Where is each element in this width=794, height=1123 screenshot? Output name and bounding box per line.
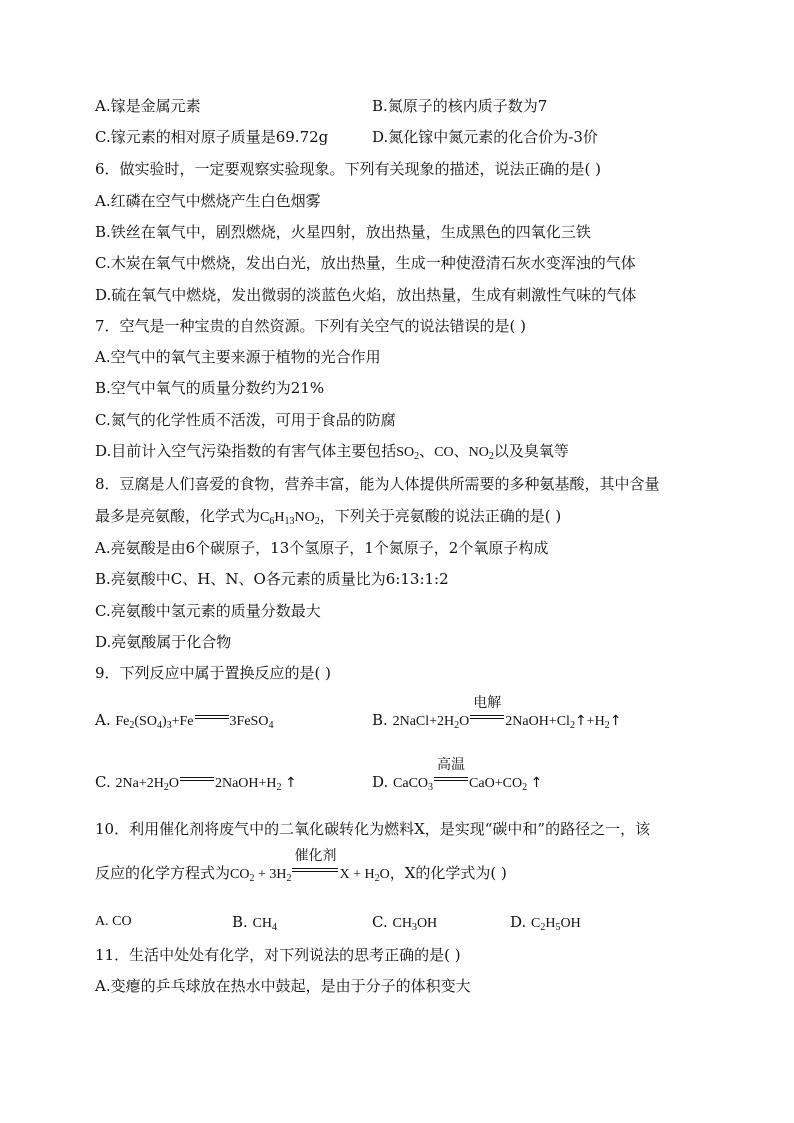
q9-option-b: B. $2NaCl+2H_2O$ 电解 $2NaOH+Cl_2↑+H_2↑$ — [372, 695, 622, 731]
q8-stem-line2: 最多是亮氨酸，化学式为$C_6H_{13}NO_2$，下列关于亮氨酸的说法正确的是( ) — [95, 507, 562, 527]
q6-option-a: A.红磷在空气中燃烧产生白色烟雾 — [95, 192, 321, 210]
q7-option-d — [95, 440, 569, 464]
q7-d-no2: $NO_2$ — [468, 445, 494, 462]
q7-stem: 7．空气是一种宝贵的自然资源。下列有关空气的说法错误的是( ) — [95, 317, 527, 335]
q8-option-a: A.亮氨酸是由6个碳原子，13个氢原子，1个氮原子，2个氧原子构成 — [95, 539, 549, 557]
q7-d-co: CO — [434, 445, 454, 460]
q9-option-d: D. CaCO$_3$ 高温 $CaO+CO_2$ ↑ — [372, 757, 543, 793]
q8-option-b: B.亮氨酸中C、H、N、O各元素的质量比为6:13:1:2 — [95, 570, 449, 588]
q6-option-b: B.铁丝在氧气中，剧烈燃烧，火星四射，放出热量，生成黑色的四氧化三铁 — [95, 223, 591, 241]
q10-stem-line1: 10．利用催化剂将废气中的二氧化碳转化为燃料X，是实现“碳中和”的路径之一，该 — [95, 820, 651, 838]
q5-option-d: D.氮化镓中氮元素的化合价为-3价 — [372, 128, 598, 146]
q5-option-c: C.镓元素的相对原子质量是69.72g — [95, 128, 329, 146]
q10-option-b: B. $CH_4$ — [232, 913, 278, 933]
q11-stem: 11．生活中处处有化学，对下列说法的思考正确的是( ) — [95, 946, 461, 964]
q7-option-c: C.氮气的化学性质不活泼，可用于食品的防腐 — [95, 411, 396, 429]
q9-stem: 9．下列反应中属于置换反应的是( ) — [95, 664, 332, 682]
q8-option-d: D.亮氨酸属于化合物 — [95, 633, 232, 651]
q9-option-c: C. $2Na+2H_2O$ $2NaOH+H_2$ ↑ — [95, 773, 297, 793]
q8-stem-line1: 8．豆腐是人们喜爱的食物，营养丰富，能为人体提供所需要的多种氨基酸，其中含量 — [95, 475, 660, 493]
q5-option-a: A.镓是金属元素 — [95, 97, 201, 115]
q11-option-a: A.变瘪的乒乓球放在热水中鼓起，是由于分子的体积变大 — [95, 977, 471, 995]
q7-option-b: B.空气中氧气的质量分数约为21% — [95, 379, 325, 397]
q10-stem-line2: 反应的化学方程式为$CO_2 + 3H_2$ 催化剂 $X + H_2O$，X的化学式为( ) — [95, 848, 507, 884]
q5-option-b: B.氮原子的核内质子数为7 — [372, 97, 548, 115]
q6-option-c: C.木炭在氧气中燃烧，发出白光，放出热量，生成一种使澄清石灰水变浑浊的气体 — [95, 254, 636, 272]
q6-option-d: D.硫在氧气中燃烧，发出微弱的淡蓝色火焰，放出热量，生成有刺激性气味的气体 — [95, 286, 637, 304]
q8-option-c: C.亮氨酸中氢元素的质量分数最大 — [95, 602, 321, 620]
q7-d-prefix: D.目前计入空气污染指数的有害气体主要包括 — [95, 442, 397, 460]
q7-option-a: A.空气中的氧气主要来源于植物的光合作用 — [95, 348, 381, 366]
q10-option-d: D. $C_2H_5OH$ — [510, 913, 581, 933]
q8-formula-leucine: $C_6H_{13}NO_2$ — [260, 510, 320, 527]
q9-option-a: A. $Fe_2(SO_4)_3+Fe$ 3FeSO$_4$ — [95, 711, 274, 731]
q7-d-sep2: 、 — [453, 442, 469, 460]
q10-option-a: A. CO — [95, 914, 132, 929]
q7-d-so2: $SO_2$ — [396, 445, 420, 462]
q7-d-sep1: 、 — [419, 442, 435, 460]
q10-option-c: C. $CH_3OH$ — [372, 913, 438, 933]
q10-equation: $CO_2 + 3H_2$ 催化剂 $X + H_2O$ — [230, 848, 390, 884]
q7-d-suffix: 以及臭氧等 — [493, 442, 569, 460]
q6-stem: 6．做实验时，一定要观察实验现象。下列有关现象的描述，说法正确的是( ) — [95, 160, 602, 178]
